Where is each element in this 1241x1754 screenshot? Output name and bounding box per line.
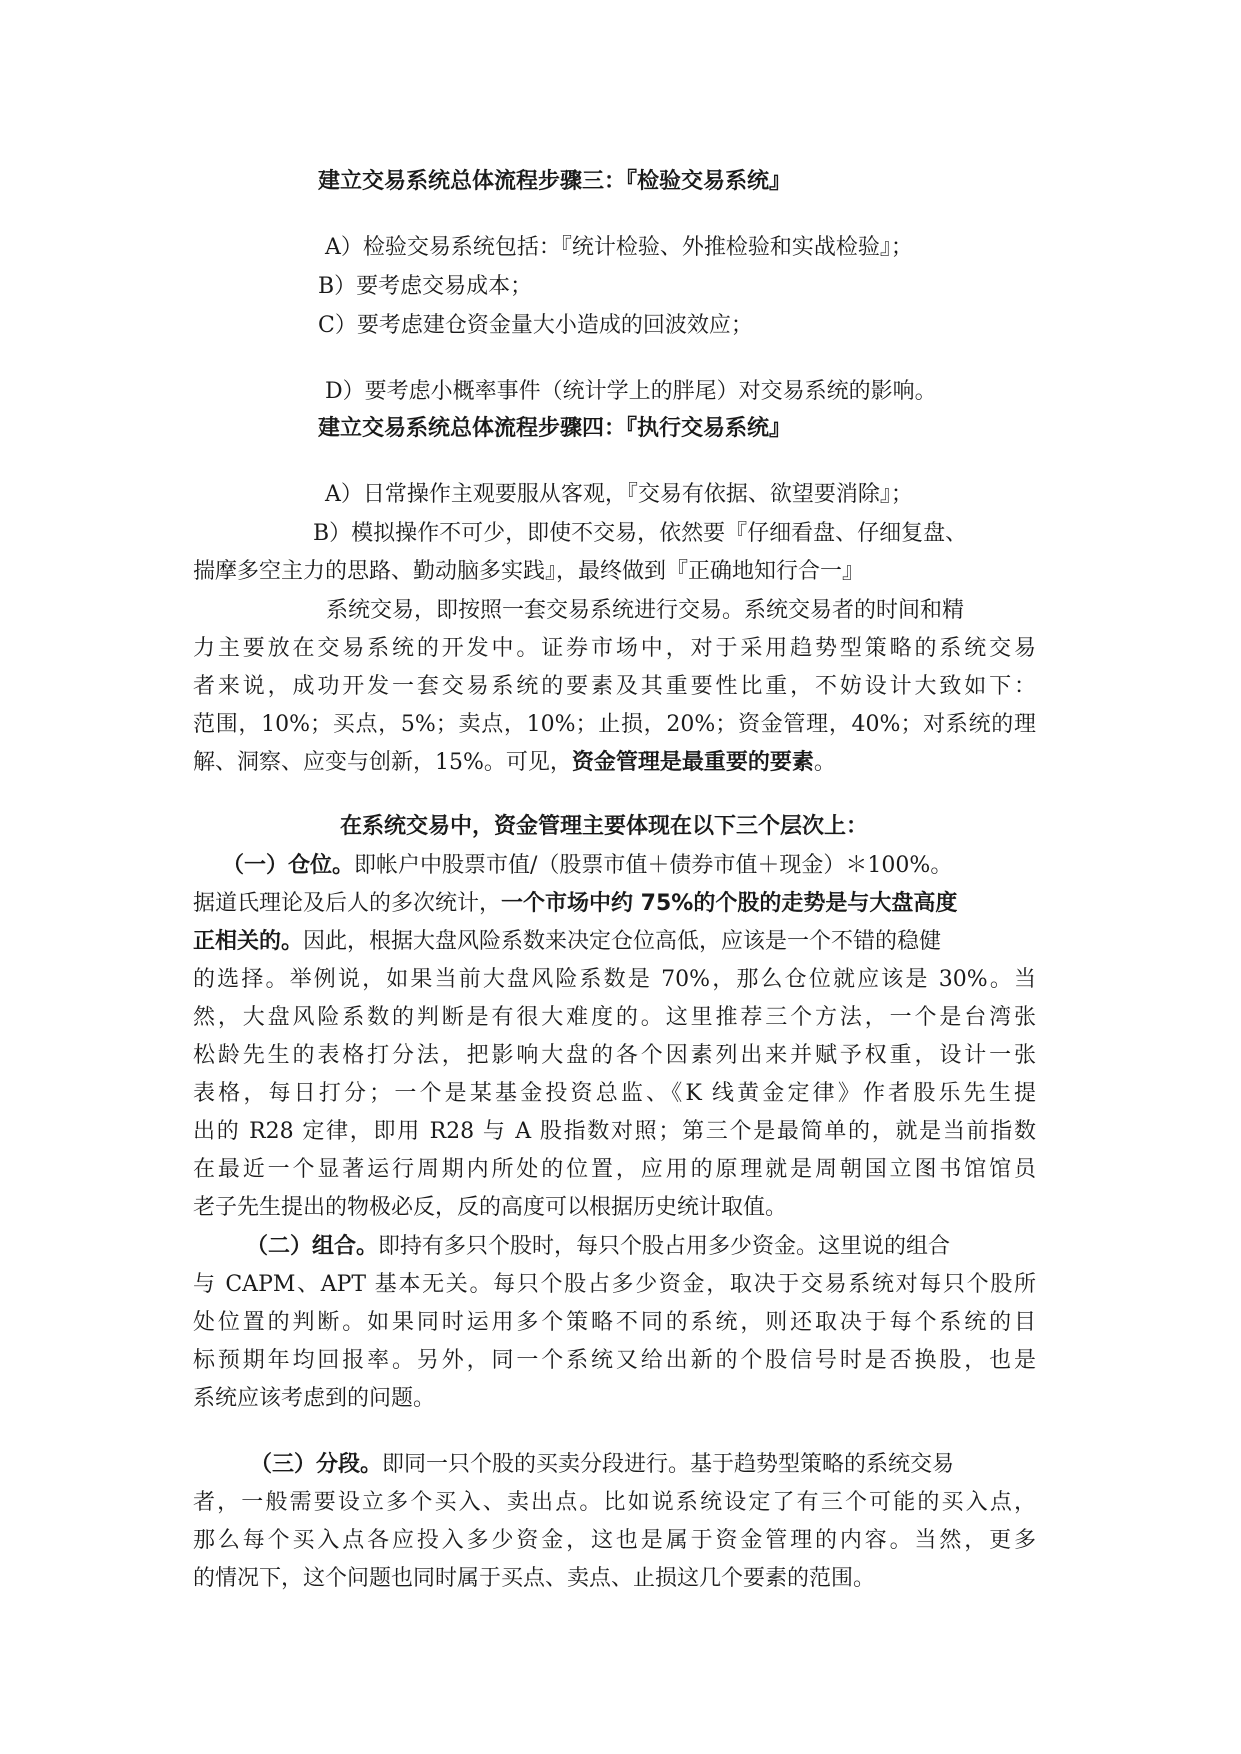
p1-line: 表格，每日打分；一个是某基金投资总监、《K 线黄金定律》作者股乐先生提 (193, 1081, 1036, 1106)
step3-item-b: B）要考虑交易成本； (318, 274, 533, 299)
intro-line: 者来说，成功开发一套交易系统的要素及其重要性比重，不妨设计大致如下： (193, 674, 1036, 699)
p1-emphasis: 一个市场中约 75%的个股的走势是与大盘高度 (501, 891, 958, 916)
intro-emphasis: 资金管理是最重要的要素 (571, 750, 814, 775)
p3-line: 者，一般需要设立多个买入、卖出点。比如说系统设定了有三个可能的买入点， (193, 1490, 1036, 1515)
p2-line: 标预期年均回报率。另外，同一个系统又给出新的个股信号时是否换股，也是 (193, 1348, 1036, 1373)
p3-line (250, 1450, 954, 1480)
intro-line: 范围，10%；买点，5%；卖点，10%；止损，20%；资金管理，40%；对系统的理 (193, 712, 1036, 737)
p1-line: 老子先生提出的物极必反，反的高度可以根据历史统计取值。 (193, 1195, 788, 1220)
intro-line: 力主要放在交易系统的开发中。证券市场中，对于采用趋势型策略的系统交易 (193, 636, 1036, 661)
step3-heading: 建立交易系统总体流程步骤三：『检验交易系统』 (318, 169, 792, 194)
step4-heading: 建立交易系统总体流程步骤四：『执行交易系统』 (318, 416, 792, 441)
step4-item-b-line1: B）模拟操作不可少，即使不交易，依然要『仔细看盘、仔细复盘、 (313, 521, 968, 546)
p1-line: 松龄先生的表格打分法，把影响大盘的各个因素列出来并赋予权重，设计一张 (193, 1043, 1036, 1068)
p2-line (246, 1232, 950, 1262)
p3-line: 那么每个买入点各应投入多少资金，这也是属于资金管理的内容。当然，更多 (193, 1528, 1036, 1553)
p2-label: （二）组合。 (246, 1234, 379, 1259)
step3-item-a: A）检验交易系统包括：『统计检验、外推检验和实战检验』； (325, 235, 913, 260)
step4-item-a: A）日常操作主观要服从客观，『交易有依据、欲望要消除』； (325, 482, 913, 507)
p3-text: 即同一只个股的买卖分段进行。基于趋势型策略的系统交易 (382, 1452, 955, 1477)
p1-text: 即帐户中股票市值/（股票市值＋债券市值＋现金）＊100%。 (354, 853, 953, 878)
p2-line: 处位置的判断。如果同时运用多个策略不同的系统，则还取决于每个系统的目 (193, 1310, 1036, 1335)
intro-line: 系统交易，即按照一套交易系统进行交易。系统交易者的时间和精 (326, 598, 965, 623)
p3-line: 的情况下，这个问题也同时属于买点、卖点、止损这几个要素的范围。 (193, 1566, 876, 1591)
step3-item-c: C）要考虑建仓资金量大小造成的回波效应； (318, 313, 753, 338)
p1-line: 在最近一个显著运行周期内所处的位置，应用的原理就是周朝国立图书馆馆员 (193, 1157, 1036, 1182)
p1-line (193, 889, 957, 919)
p1-text: 因此，根据大盘风险系数来决定仓位高低，应该是一个不错的稳健 (303, 929, 942, 954)
p3-label: （三）分段。 (250, 1452, 383, 1477)
p1-line (222, 851, 952, 881)
p1-text: 据道氏理论及后人的多次统计， (193, 891, 502, 916)
intro-text: 解、洞察、应变与创新，15%。可见， (193, 750, 572, 775)
step4-item-b-line2: 揣摩多空主力的思路、勤动脑多实践』，最终做到『正确地知行合一』 (193, 559, 865, 584)
p2-line: 系统应该考虑到的问题。 (193, 1386, 436, 1411)
p2-line: 与 CAPM、APT 基本无关。每只个股占多少资金，取决于交易系统对每只个股所 (193, 1272, 1036, 1297)
money-heading: 在系统交易中，资金管理主要体现在以下三个层次上： (340, 814, 869, 839)
p1-emphasis: 正相关的。 (193, 929, 304, 954)
p1-line: 然，大盘风险系数的判断是有很大难度的。这里推荐三个方法，一个是台湾张 (193, 1005, 1036, 1030)
intro-line (193, 748, 836, 778)
p1-line: 出的 R28 定律，即用 R28 与 A 股指数对照；第三个是最简单的，就是当前指数 (193, 1119, 1036, 1144)
intro-text: 。 (813, 750, 836, 775)
p1-label: （一）仓位。 (222, 853, 355, 878)
p2-text: 即持有多只个股时，每只个股占用多少资金。这里说的组合 (378, 1234, 951, 1259)
step3-item-d: D）要考虑小概率事件（统计学上的胖尾）对交易系统的影响。 (325, 379, 937, 404)
p1-line: 的选择。举例说，如果当前大盘风险系数是 70%，那么仓位就应该是 30%。当 (193, 967, 1036, 992)
p1-line (193, 927, 941, 957)
